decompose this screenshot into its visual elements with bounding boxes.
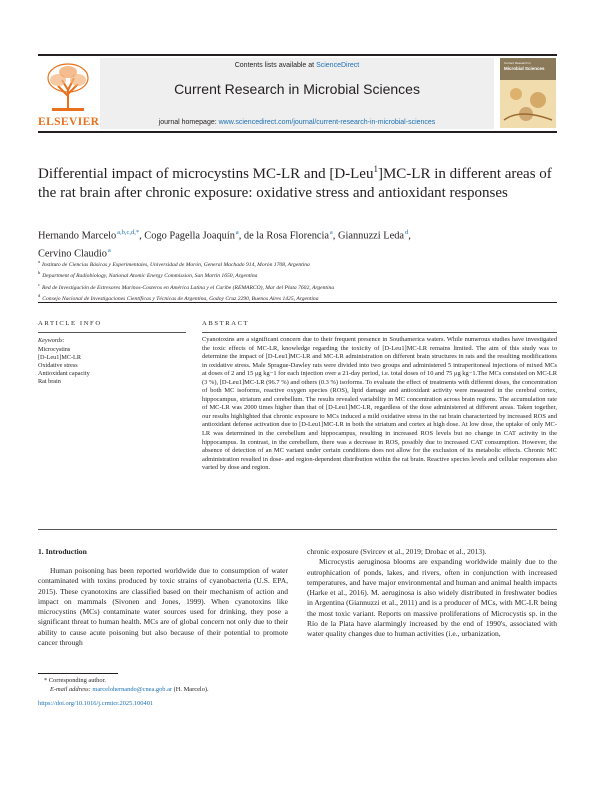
header-bottom-rule — [38, 131, 557, 133]
author-affil-marks[interactable]: a — [107, 247, 111, 255]
corresponding-author-note: * Corresponding author. — [44, 677, 106, 684]
author-name[interactable]: Giannuzzi Leda — [337, 230, 405, 242]
journal-title: Current Research in Microbial Sciences — [174, 81, 420, 97]
affiliation-text: Consejo Nacional de Investigaciones Científicas y Técnicas de Argentina, Godoy Cruz 2290, Buenos Aires 1425, Argentina — [42, 296, 319, 303]
cover-small-text: Current Research in — [504, 61, 531, 65]
author-name[interactable]: Cogo Pagella Joaquín — [144, 230, 235, 242]
author-name[interactable]: de la Rosa Florencia — [243, 230, 330, 242]
author-affil-marks[interactable]: a — [329, 229, 333, 236]
keyword: [D-Leu1]MC-LR — [38, 354, 81, 362]
body-column-right — [307, 547, 557, 640]
journal-homepage-line — [100, 119, 494, 126]
abstract-rule — [202, 332, 557, 333]
keywords-heading: Keywords: — [38, 337, 65, 344]
email-link[interactable]: marcelohernando@cnea.gob.ar — [92, 686, 173, 693]
affiliation — [38, 269, 558, 280]
affiliation-rule — [38, 302, 557, 303]
author-name[interactable]: Cervino Claudio — [38, 248, 107, 260]
keyword: Antioxidant capacity — [38, 370, 90, 378]
author-affil-marks[interactable]: a — [235, 229, 239, 236]
keyword: Microcystins — [38, 346, 71, 353]
author-affil-marks[interactable]: a,b,c,d,* — [117, 229, 140, 236]
keywords-list — [38, 346, 90, 386]
article-info-rule — [38, 332, 186, 333]
abstract-text: Cyanotoxins are a significant concern due to their frequent presence in Southamerica waters. While numerous studies have investigated the toxic effects of MC-LR, knowledge regarding the toxicity of [D-Leu1]MC-LR remains limited. The aim of this study was to determine the impact of [D-Leu1]MC-LR and MC-LR administration on different brain structures in rats and the resulting modifications in oxidative stress. Male Sprague-Dawley rats were divided into two groups and administered 5 intraperitoneal injections of mixed MCs at doses of 2 and 15 μg kg−1 for each injection over a 21-day period, i.e. total doses of 10 and 75 μg kg−1.The MCs consisted on MC-LR (3 %), [D-Leu1]MC-LR (96.7 %) and others (0.3 %) isoforms. To evaluate the effect of treatments with different doses, the concentration of both MC isoforms, reactive oxygen species (ROS), lipid damage and antioxidant activity were measured in the cerebral cortex, hippocampus, striatum and cerebellum. The results revealed variability in MC concentration across brain regions. The accumulation rate of MC-LR was 2000 times higher than that of [D-Leu1]MC-LR, regardless of the dose administered at different areas. Taken together, our results highlighted that chronic exposure to MCs induced a mild oxidative stress in the rat brain characterized by increased ROS and antioxidant defense activation due to [D-Leu1]MC-LR in both the striatum and cortex at high dose. At low dose, the uptake of only MC-LR was determined in the cerebellum and hippocampus, resulting in increased ROS levels but no change in CAT activity in the hippocampus. In contrast, in the cerebellum, there was a decrease in ROS, possibly due to increased CAT consumption. However, the absence of detection of an MC variant under certain conditions does not allow for the exclusion of its metabolic effects. Chronic MC administration resulted in dose- and region-dependent distribution within the rat brain. Reactive species levels and cellular responses also varied by dose and region. — [202, 336, 557, 472]
author-list: Hernando Marcelo $^{a,b,c,d,*}$, Cogo Pagella Joaquín $^a$, de la Rosa Florencia $^a$, Giannuzzi Leda $^d$, Cervino Claudio $^a$ — [38, 229, 411, 260]
abstract-bottom-rule — [38, 529, 557, 530]
affiliation-list — [38, 258, 558, 304]
affiliation-mark: b — [38, 270, 41, 276]
doi-link[interactable]: https://doi.org/10.1016/j.crmicr.2025.100401 — [38, 700, 154, 707]
article-title — [38, 160, 558, 203]
article-info-label: ARTICLE INFO — [38, 320, 102, 327]
affiliation-text: Department of Radiobiology, National Atomic Energy Commission, San Martin 1650, Argentina — [42, 273, 258, 280]
contents-prefix: Contents lists available at — [234, 62, 317, 69]
affiliation-mark: c — [38, 281, 40, 287]
abstract-label: ABSTRACT — [202, 320, 250, 327]
title-superscript: 1 — [373, 164, 378, 174]
affiliation-mark: a — [38, 259, 40, 264]
cover-artwork — [500, 80, 556, 128]
author-name[interactable]: Hernando Marcelo — [38, 230, 117, 242]
header-top-rule — [38, 54, 557, 56]
homepage-prefix: journal homepage: — [158, 119, 219, 126]
title-part2: ]MC-LR in different areas of the rat brain after chronic exposure: oxidative stress and antioxidant responses — [38, 166, 552, 201]
body-column-left: Human poisoning has been reported worldwide due to consumption of water contaminated with toxins produced by toxic strains of cyanobacteria (U.S. EPA, 2015). These cyanotoxins are classified based on their mechanism of action and impact on mammals (Sivonen and Jones, 1999). When cyanotoxins like microcystins (MCs) contaminate water sources used for drinking, they pose a significant threat to human health. MCs are of global concern not only due to their ability to cause acute poisoning but also because of their potential to promote cancer through — [38, 566, 288, 648]
title-part1: Differential impact of microcystins MC-LR and [D-Leu — [38, 166, 374, 182]
author-affil-marks[interactable]: d — [404, 229, 409, 236]
email-footnote — [50, 686, 209, 693]
affiliation — [38, 281, 558, 292]
sciencedirect-link[interactable]: ScienceDirect — [316, 62, 360, 69]
cover-title: Microbial Sciences — [504, 66, 545, 71]
body-paragraph: chronic exposure (Svircev et al., 2019; Drobac et al., 2013). — [307, 547, 487, 556]
affiliation-text: Red de Investigación de Estresores Marinos-Costeros en América Latina y el Caribe (REMARCO), Mar del Plata 7602, Argentina — [42, 284, 335, 291]
keyword: Oxidative stress — [38, 362, 78, 370]
journal-cover-thumbnail — [500, 58, 556, 128]
email-suffix: (H. Marcelo). — [172, 686, 209, 693]
affiliation-text: Instituto de Ciencias Básicas y Experimentales, Universidad de Morón, General Machado 914, Morón 1708, Argentina — [42, 261, 310, 268]
email-label: E-mail address: — [50, 686, 93, 693]
publisher-name: ELSEVIER — [38, 116, 100, 128]
homepage-link[interactable]: www.sciencedirect.com/journal/current-research-in-microbial-sciences — [218, 119, 436, 126]
body-paragraph: Microcystis aeruginosa blooms are expanding worldwide mainly due to the eutrophication of ponds, lakes, and rivers, often in conjunction with increased temperatures, and have major environmental and human and animal health impacts (Harke et al., 2016). M. aeruginosa is also widely distributed in freshwater bodies in Argentina (Giannuzzi et al., 2011) and is a producer of MCs, with MC-LR being the most toxic variant. Reports on massive proliferations of Microcystis sp. in the Río de la Plata have alarmingly increased by the end of 1990's, associated with water quality changes due to human activities (i.e., urbanization, — [307, 557, 557, 639]
keyword: Rat brain — [38, 378, 61, 386]
footnote-rule — [38, 673, 118, 674]
contents-available-line — [100, 62, 494, 69]
affiliation — [38, 258, 558, 269]
affiliation-mark: d — [38, 293, 41, 299]
section-heading-introduction: 1. Introduction — [38, 547, 87, 556]
